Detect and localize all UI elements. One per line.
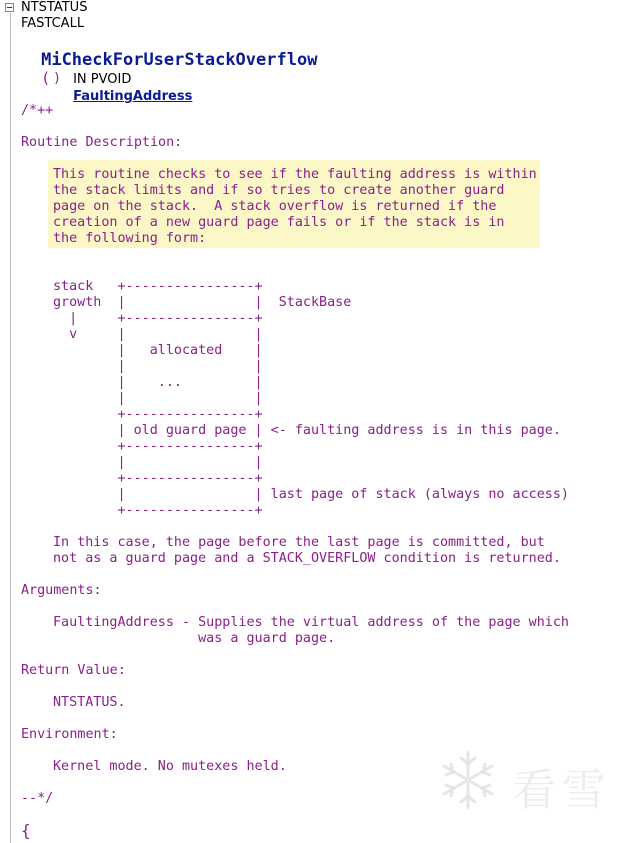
diagram-line: | | xyxy=(53,391,263,406)
argument-line: was a guard page. xyxy=(53,631,336,646)
diagram-line: v | | xyxy=(53,327,263,342)
diagram-line: stack +----------------+ xyxy=(53,279,263,294)
calling-convention: FASTCALL xyxy=(21,16,85,31)
arguments-label: Arguments: xyxy=(21,583,102,598)
snowflake-logo-icon xyxy=(436,748,500,812)
param-type: IN PVOID xyxy=(73,72,132,87)
description-line: the following form: xyxy=(53,231,207,246)
diagram-line: | | last page of stack (always no access) xyxy=(53,487,569,502)
watermark xyxy=(436,748,616,816)
body-open-brace: { xyxy=(21,821,31,840)
case-line: not as a guard page and a STACK_OVERFLOW condition is returned. xyxy=(53,551,561,566)
diagram-line: | +----------------+ xyxy=(53,311,263,326)
routine-description-label: Routine Description: xyxy=(21,135,183,150)
diagram-line: +----------------+ xyxy=(53,407,263,422)
diagram-line: | | xyxy=(53,455,263,470)
diagram-line: | old guard page | <- faulting address is in this page. xyxy=(53,423,561,438)
description-line: the stack limits and if so tries to create another guard xyxy=(53,183,505,198)
diagram-line: +----------------+ xyxy=(53,503,263,518)
description-line: creation of a new guard page fails or if the stack is in xyxy=(53,215,505,230)
parameter-line xyxy=(53,55,192,121)
return-value-text: NTSTATUS. xyxy=(53,695,126,710)
environment-label: Environment: xyxy=(21,727,118,742)
param-name[interactable]: FaultingAddress xyxy=(73,89,193,104)
fold-guide-line xyxy=(10,13,11,843)
argument-line: FaultingAddress - Supplies the virtual address of the page which xyxy=(53,615,569,630)
diagram-line: +----------------+ xyxy=(53,471,263,486)
diagram-line: | allocated | xyxy=(53,343,263,358)
diagram-line: +----------------+ xyxy=(53,439,263,454)
environment-text: Kernel mode. No mutexes held. xyxy=(53,759,287,774)
return-value-label: Return Value: xyxy=(21,663,126,678)
diagram-line: growth | | StackBase xyxy=(53,295,352,310)
comment-open: /*++ xyxy=(21,103,54,118)
fold-collapse-icon[interactable] xyxy=(5,3,14,12)
function-name[interactable]: MiCheckForUserStackOverflow xyxy=(41,50,318,70)
diagram-line: | | xyxy=(53,359,263,374)
case-line: In this case, the page before the last page is committed, but xyxy=(53,535,545,550)
description-line: This routine checks to see if the faulting address is within xyxy=(53,167,537,182)
open-paren: ( xyxy=(41,69,51,87)
description-line: page on the stack. A stack overflow is returned if the xyxy=(53,199,497,214)
comment-close: --*/ xyxy=(21,791,54,806)
watermark-text: 看雪 xyxy=(512,765,612,816)
diagram-line: | ... | xyxy=(53,375,263,390)
return-type: NTSTATUS xyxy=(21,0,88,15)
close-paren: ) xyxy=(53,71,62,86)
